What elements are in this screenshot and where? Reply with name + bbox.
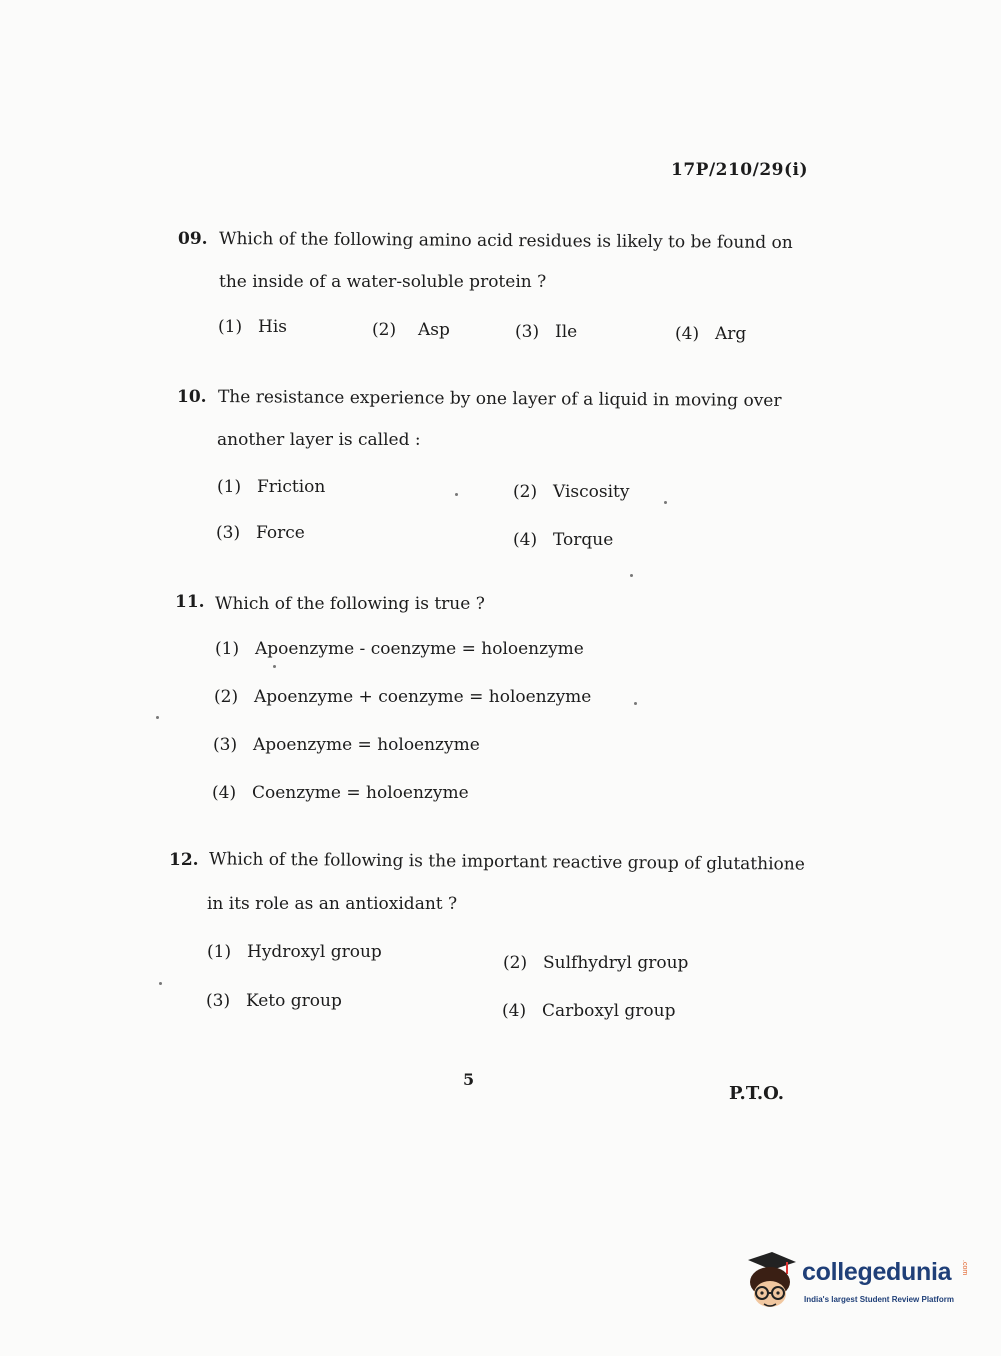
scan-speck [664,501,667,504]
option-text: Carboxyl group [542,1001,676,1021]
question-text-line: another layer is called : [217,430,421,450]
logo-wordmark: collegedunia [802,1258,952,1286]
paper-code: 17P/210/29(i) [671,160,809,180]
option-number: (2) [513,482,538,502]
option-text: Asp [418,320,450,340]
option-3 [216,523,305,543]
option-3 [515,322,577,342]
collegedunia-logo [742,1250,972,1314]
option-number: (3) [213,735,238,755]
pto-label: P.T.O. [729,1083,785,1104]
option-number: (2) [214,687,239,707]
question-number: 11. [175,592,205,612]
option-3 [213,735,480,755]
option-text: Torque [553,530,614,550]
option-text: Friction [257,477,326,497]
option-number: (4) [502,1001,527,1021]
option-1 [217,477,325,497]
question-text-line: the inside of a water-soluble protein ? [219,272,547,292]
question-number: 12. [169,850,199,870]
option-number: (1) [218,317,243,337]
question-text-line: The resistance experience by one layer of a liquid in moving over [217,387,782,411]
option-number: (4) [675,324,700,344]
option-text: Ile [555,322,578,342]
option-text: Keto group [246,991,342,1011]
option-3 [206,991,342,1011]
option-1 [218,317,287,337]
question-text-line: Which of the following is the important reactive group of glutathione [208,849,805,875]
option-text: Coenzyme = holoenzyme [252,783,469,803]
logo-tagline: India's largest Student Review Platform [804,1295,954,1304]
option-text: Arg [715,324,747,344]
option-text: Force [256,523,305,543]
option-text: Sulfhydryl group [543,953,689,973]
scan-speck [455,493,458,496]
option-number: (4) [212,783,237,803]
question-text-line: Which of the following is true ? [215,594,485,614]
question-text-line: in its role as an antioxidant ? [207,894,458,914]
scan-speck [159,982,162,985]
option-text: Apoenzyme - coenzyme = holoenzyme [255,639,584,659]
option-2 [503,953,688,973]
question-number: 10. [177,387,207,407]
scan-speck [273,665,276,668]
option-1 [207,942,382,962]
option-4 [502,1001,676,1021]
option-number: (1) [217,477,242,497]
option-4 [513,530,613,550]
option-4 [212,783,469,803]
scan-speck [630,574,633,577]
option-text: Hydroxyl group [247,942,382,962]
option-text: Apoenzyme + coenzyme = holoenzyme [254,687,592,707]
option-number: (3) [216,523,241,543]
option-number: (1) [215,639,240,659]
option-2 [372,320,450,340]
option-text: His [258,317,287,337]
option-text: Apoenzyme = holoenzyme [253,735,480,755]
scan-speck [634,702,637,705]
option-number: (3) [206,991,231,1011]
option-number: (3) [515,322,540,342]
option-1 [215,639,584,659]
question-text-line: Which of the following amino acid residues is likely to be found on [218,228,793,254]
mascot-icon [742,1250,800,1312]
option-number: (1) [207,942,232,962]
option-text: Viscosity [553,482,630,502]
option-number: (2) [503,953,528,973]
option-number: (4) [513,530,538,550]
option-number: (2) [372,320,397,340]
page-number: 5 [463,1070,475,1089]
scan-speck [156,716,159,719]
option-2 [214,687,591,707]
question-number: 09. [178,229,208,249]
logo-suffix: .com [961,1260,968,1276]
option-4 [675,324,746,344]
option-2 [513,482,630,502]
